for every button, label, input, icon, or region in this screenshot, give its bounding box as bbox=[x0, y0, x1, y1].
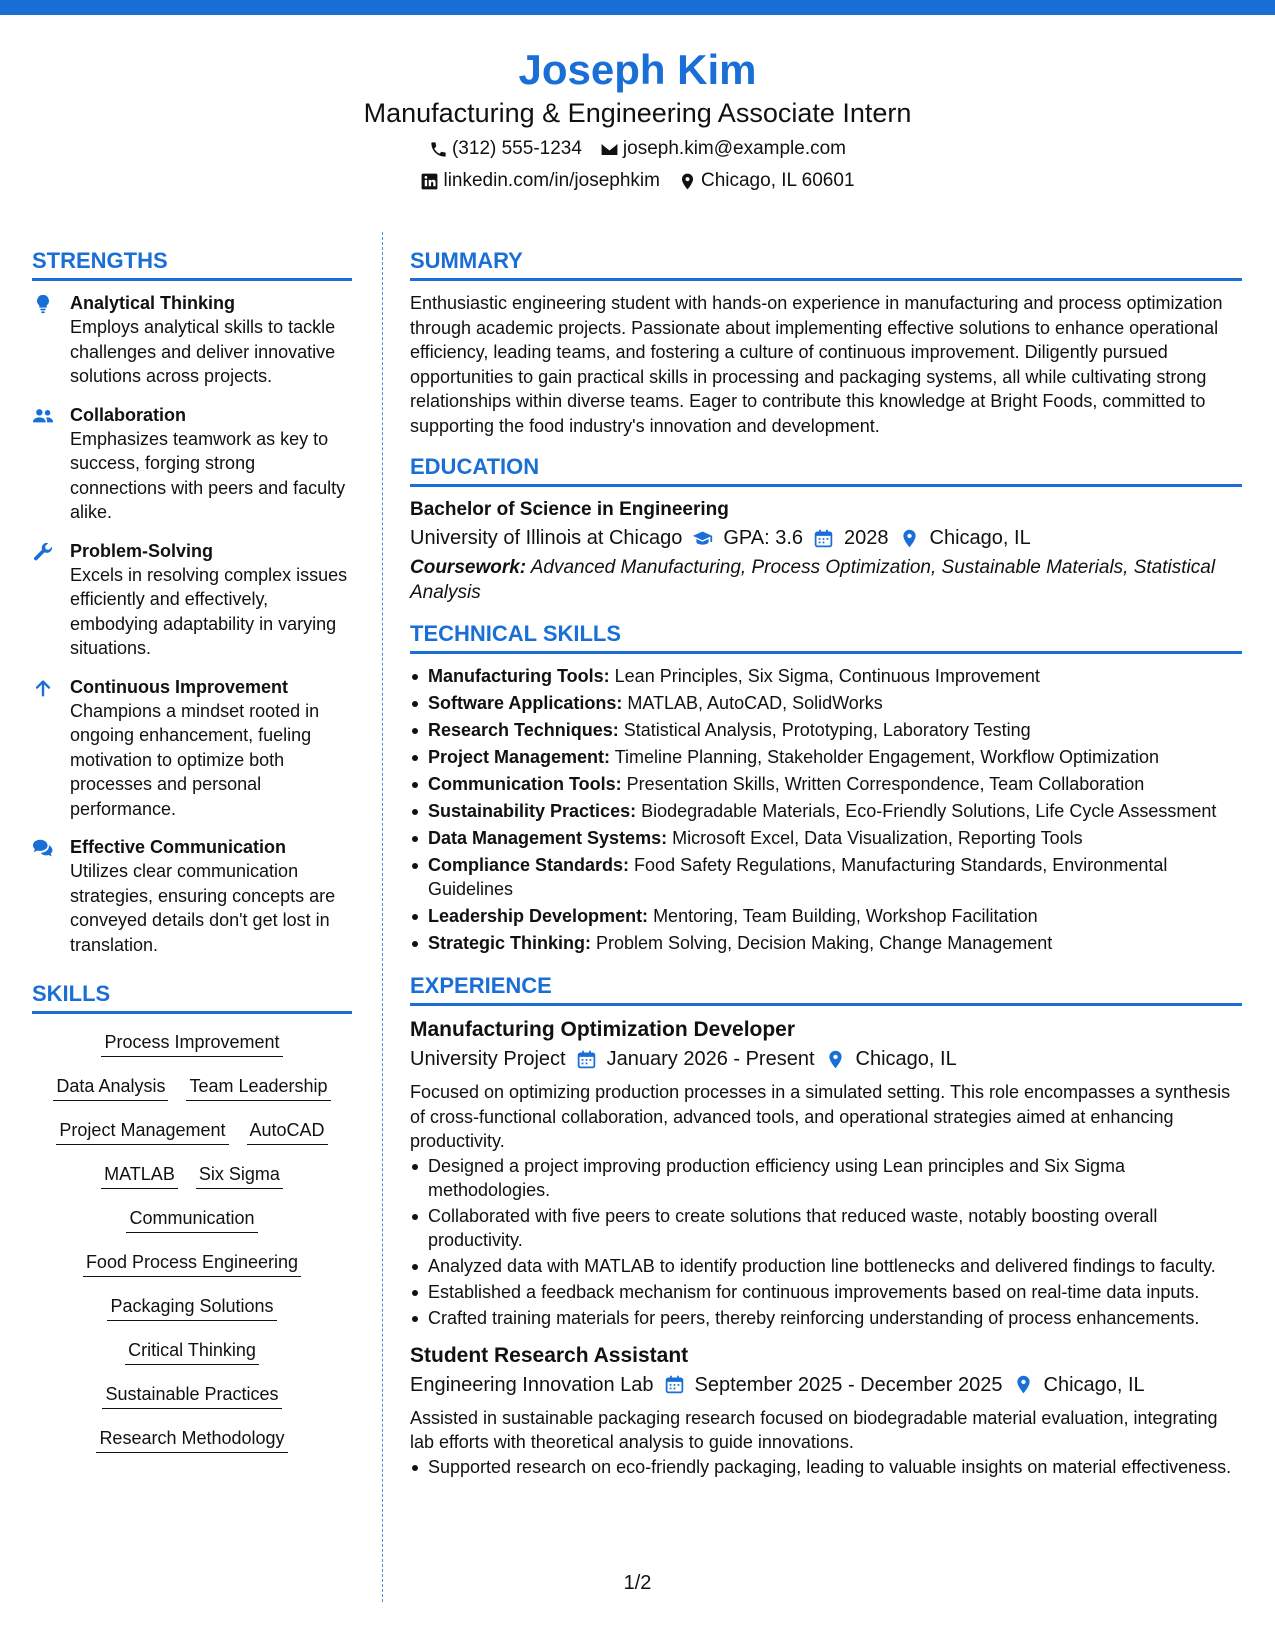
job-entry bbox=[410, 1016, 1242, 1330]
strength-title: Collaboration bbox=[70, 404, 186, 425]
coursework-label: Coursework: bbox=[410, 557, 527, 578]
contact-row-1 bbox=[0, 137, 1275, 161]
page-number: 1/2 bbox=[623, 1572, 652, 1594]
candidate-name: Joseph Kim bbox=[518, 46, 757, 93]
skill-tag: Research Methodology bbox=[96, 1426, 287, 1453]
strength-item bbox=[32, 675, 352, 822]
skill-tag: Process Improvement bbox=[101, 1030, 282, 1057]
skill-tag: Sustainable Practices bbox=[102, 1382, 281, 1409]
wrench-icon bbox=[32, 541, 54, 563]
list-item: Collaborated with five peers to create solutions that reduced waste, notably boosting overall productivity. bbox=[410, 1204, 1242, 1252]
lightbulb-icon bbox=[32, 293, 54, 315]
list-item: Designed a project improving production efficiency using Lean principles and Six Sigma methodologies. bbox=[410, 1154, 1242, 1202]
job-location: Chicago, IL bbox=[1043, 1373, 1145, 1396]
left-column bbox=[32, 246, 352, 1453]
strength-desc: Emphasizes teamwork as key to success, forging strong connections with peers and faculty alike. bbox=[70, 428, 346, 522]
envelope-icon bbox=[600, 140, 619, 159]
skill-tag: Project Management bbox=[56, 1118, 228, 1145]
list-item: Compliance Standards: Food Safety Regulations, Manufacturing Standards, Environmental Guidelines bbox=[410, 853, 1242, 901]
phone-text: (312) 555-1234 bbox=[451, 138, 582, 159]
strength-item bbox=[32, 539, 352, 661]
contact-location bbox=[678, 169, 855, 193]
column-divider bbox=[382, 232, 383, 1602]
linkedin-icon bbox=[420, 172, 439, 191]
skill-tag: Data Analysis bbox=[53, 1074, 168, 1101]
summary-heading: SUMMARY bbox=[410, 246, 1242, 281]
calendar-icon bbox=[664, 1374, 685, 1395]
job-org: Engineering Innovation Lab bbox=[410, 1373, 654, 1396]
job-dates: September 2025 - December 2025 bbox=[694, 1373, 1003, 1396]
calendar-icon bbox=[813, 528, 834, 549]
location-text: Chicago, IL 60601 bbox=[700, 170, 855, 191]
summary-text: Enthusiastic engineering student with hands-on experience in manufacturing and process optimization through academic projects. Passionate about implementing effective solutions to enhance operational efficiency, leading teams, and fostering a culture of continuous improvement. Diligently pursued opportunities to gain practical skills in processing and packaging systems, all while cultivating strong relationships within diverse teams. Eager to contribute this knowledge at Bright Foods, committed to supporting the food industry's innovation and development. bbox=[410, 293, 1223, 436]
skill-tag: MATLAB bbox=[101, 1162, 178, 1189]
list-item: Project Management: Timeline Planning, Stakeholder Engagement, Workflow Optimization bbox=[410, 745, 1242, 769]
strength-title: Analytical Thinking bbox=[70, 293, 236, 313]
users-icon bbox=[32, 405, 54, 427]
job-description: Assisted in sustainable packaging research focused on biodegradable material evaluation, integrating lab efforts with theoretical analysis to guide innovations. bbox=[410, 1407, 1218, 1452]
job-meta bbox=[410, 1044, 1242, 1074]
strength-desc: Utilizes clear communication strategies, ensuring concepts are conveyed details don't get lost in translation. bbox=[70, 861, 336, 955]
strength-title: Continuous Improvement bbox=[70, 676, 289, 697]
strength-title: Problem-Solving bbox=[70, 540, 214, 561]
education-meta bbox=[410, 523, 1242, 553]
job-title: Student Research Assistant bbox=[410, 1343, 689, 1367]
coursework bbox=[410, 555, 1242, 605]
skill-tag: Food Process Engineering bbox=[83, 1250, 301, 1277]
list-item: Sustainability Practices: Biodegradable Materials, Eco-Friendly Solutions, Life Cycle Assessment bbox=[410, 799, 1242, 823]
degree-title: Bachelor of Science in Engineering bbox=[410, 499, 729, 520]
strength-item bbox=[32, 835, 352, 957]
education-heading: EDUCATION bbox=[410, 452, 1242, 487]
job-dates: January 2026 - Present bbox=[606, 1048, 815, 1070]
job-meta bbox=[410, 1370, 1242, 1400]
list-item: Leadership Development: Mentoring, Team Building, Workshop Facilitation bbox=[410, 904, 1242, 928]
job-bullets bbox=[410, 1455, 1242, 1479]
map-pin-icon bbox=[1013, 1374, 1034, 1395]
list-item: Communication Tools: Presentation Skills, Written Correspondence, Team Collaboration bbox=[410, 772, 1242, 796]
job-location: Chicago, IL bbox=[855, 1048, 957, 1070]
job-description: Focused on optimizing production processes in a simulated setting. This role encompasses a synthesis of cross-functional collaboration, advanced tools, and operational strategies aimed at enhancing productivity. bbox=[410, 1082, 1231, 1151]
skill-tag: Critical Thinking bbox=[125, 1338, 259, 1365]
list-item: Supported research on eco-friendly packaging, leading to valuable insights on material effectiveness. bbox=[410, 1455, 1242, 1479]
right-column bbox=[410, 246, 1242, 1481]
candidate-title: Manufacturing & Engineering Associate Intern bbox=[363, 98, 912, 128]
list-item: Research Techniques: Statistical Analysis, Prototyping, Laboratory Testing bbox=[410, 718, 1242, 742]
list-item: Data Management Systems: Microsoft Excel, Data Visualization, Reporting Tools bbox=[410, 826, 1242, 850]
list-item: Strategic Thinking: Problem Solving, Decision Making, Change Management bbox=[410, 931, 1242, 955]
technical-skills-heading: TECHNICAL SKILLS bbox=[410, 619, 1242, 654]
contact-phone bbox=[429, 137, 582, 161]
school-name: University of Illinois at Chicago bbox=[410, 527, 683, 549]
strength-desc: Excels in resolving complex issues efficiently and effectively, embodying adaptability in varying situations. bbox=[70, 564, 348, 658]
strengths-heading: STRENGTHS bbox=[32, 246, 352, 281]
skills-tags bbox=[32, 1024, 352, 1453]
skill-tag: Packaging Solutions bbox=[107, 1294, 276, 1321]
strength-item bbox=[32, 291, 352, 389]
list-item: Software Applications: MATLAB, AutoCAD, SolidWorks bbox=[410, 691, 1242, 715]
experience-heading: EXPERIENCE bbox=[410, 971, 1242, 1006]
technical-skills-list bbox=[410, 664, 1242, 955]
job-title: Manufacturing Optimization Developer bbox=[410, 1018, 796, 1041]
top-accent-bar bbox=[0, 0, 1275, 15]
strength-title: Effective Communication bbox=[70, 837, 287, 857]
skill-tag: Team Leadership bbox=[186, 1074, 330, 1101]
strength-item bbox=[32, 403, 352, 525]
job-entry bbox=[410, 1342, 1242, 1479]
graduation-year: 2028 bbox=[844, 527, 889, 549]
arrow-up-icon bbox=[32, 677, 54, 699]
coursework-list: Advanced Manufacturing, Process Optimization, Sustainable Materials, Statistical Analysis bbox=[410, 557, 1216, 603]
job-org: University Project bbox=[410, 1048, 566, 1070]
contact-row-2 bbox=[0, 169, 1275, 193]
list-item: Established a feedback mechanism for continuous improvements based on real-time data inputs. bbox=[410, 1280, 1242, 1304]
email-text: joseph.kim@example.com bbox=[622, 138, 847, 159]
contact-linkedin[interactable] bbox=[420, 169, 660, 193]
resume-header bbox=[0, 44, 1275, 193]
map-pin-icon bbox=[678, 172, 697, 191]
list-item: Manufacturing Tools: Lean Principles, Six Sigma, Continuous Improvement bbox=[410, 664, 1242, 688]
calendar-icon bbox=[576, 1049, 597, 1070]
map-pin-icon bbox=[899, 528, 920, 549]
strength-desc: Employs analytical skills to tackle challenges and deliver innovative solutions across projects. bbox=[70, 317, 336, 386]
gpa-text: GPA: 3.6 bbox=[723, 527, 804, 549]
list-item: Analyzed data with MATLAB to identify production line bottlenecks and delivered findings to faculty. bbox=[410, 1254, 1242, 1278]
skills-heading: SKILLS bbox=[32, 979, 352, 1014]
strength-desc: Champions a mindset rooted in ongoing enhancement, fueling motivation to optimize both processes and personal performance. bbox=[70, 700, 320, 819]
list-item: Crafted training materials for peers, thereby reinforcing understanding of process enhancements. bbox=[410, 1306, 1242, 1330]
linkedin-text: linkedin.com/in/josephkim bbox=[443, 170, 660, 191]
chat-icon bbox=[32, 837, 54, 859]
skill-tag: Six Sigma bbox=[196, 1162, 283, 1189]
skill-tag: Communication bbox=[126, 1206, 257, 1233]
job-bullets bbox=[410, 1154, 1242, 1330]
graduation-cap-icon bbox=[692, 528, 713, 549]
phone-icon bbox=[429, 140, 448, 159]
contact-email[interactable] bbox=[600, 137, 846, 161]
skill-tag: AutoCAD bbox=[247, 1118, 328, 1145]
education-location: Chicago, IL bbox=[929, 527, 1031, 549]
map-pin-icon bbox=[825, 1049, 846, 1070]
